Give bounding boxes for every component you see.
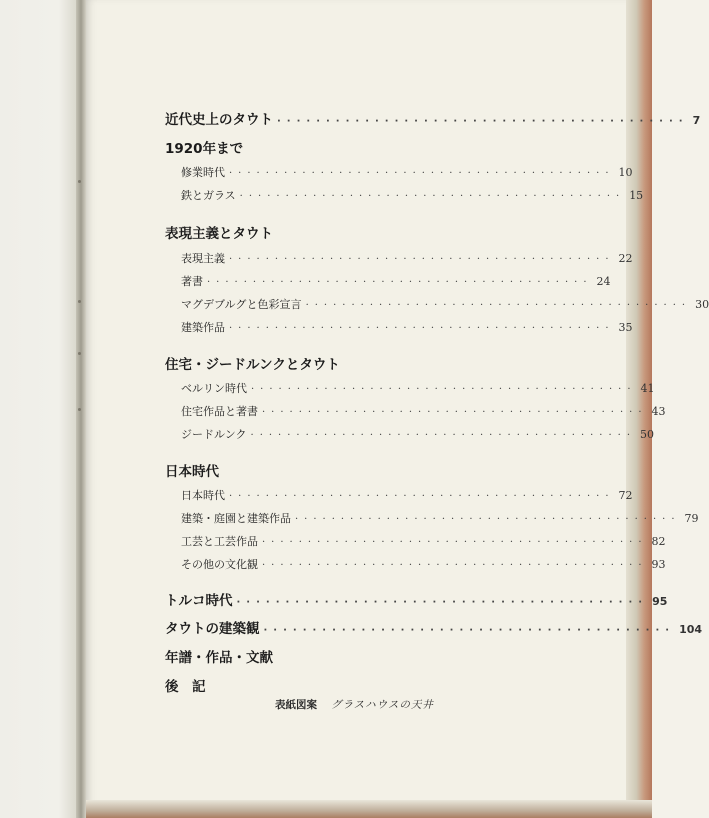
toc-section-title: 後 記 xyxy=(165,679,206,695)
toc-entry[interactable] xyxy=(181,250,633,266)
toc-section xyxy=(165,222,543,242)
cover-design-note xyxy=(275,697,434,712)
toc-page-number: 93 xyxy=(651,558,666,571)
toc-entry-title: 鉄とガラス xyxy=(181,189,236,202)
leader-dots: ·········································· xyxy=(277,116,689,127)
toc-section[interactable] xyxy=(165,617,703,637)
leader-dots: ·········································· xyxy=(251,384,637,395)
toc-page-number: 95 xyxy=(652,595,668,608)
toc-section[interactable] xyxy=(165,589,668,609)
toc-section xyxy=(165,137,543,157)
toc-section-title: 1920年まで xyxy=(165,141,244,157)
toc-page-number: 79 xyxy=(684,512,699,525)
leader-dots: ·········································· xyxy=(250,430,637,441)
toc-page-number: 82 xyxy=(651,535,666,548)
toc-section[interactable] xyxy=(165,675,543,695)
toc-page-number: 24 xyxy=(596,275,611,288)
toc-entry[interactable] xyxy=(181,403,666,419)
toc-page-number: 43 xyxy=(651,405,666,418)
toc-entry-title: ベルリン時代 xyxy=(181,382,247,395)
leader-dots: ·········································· xyxy=(262,407,648,418)
leader-dots: ·········································· xyxy=(305,300,692,311)
toc-page-number: 30 xyxy=(695,298,709,311)
toc-section xyxy=(165,353,543,373)
toc-section-title: 住宅・ジードルンクとタウト xyxy=(165,357,340,373)
toc-section-title: 表現主義とタウト xyxy=(165,226,273,242)
toc-entry-title: 住宅作品と著書 xyxy=(181,405,258,418)
toc-entry-title: その他の文化観 xyxy=(181,558,258,571)
toc-page-number: 41 xyxy=(640,382,655,395)
toc-entry[interactable] xyxy=(181,273,611,289)
toc-entry-title: 建築作品 xyxy=(181,321,225,334)
toc-section-title: トルコ時代 xyxy=(165,593,233,609)
leader-dots: ·········································· xyxy=(229,323,615,334)
toc-entry[interactable] xyxy=(181,380,655,396)
toc-page-number: 15 xyxy=(629,189,644,202)
toc-page-number: 35 xyxy=(618,321,633,334)
cover-design-label: 表紙図案 xyxy=(275,699,317,711)
toc-section xyxy=(165,460,543,480)
toc-section-title: 近代史上のタウト xyxy=(165,112,273,128)
toc-entry[interactable] xyxy=(181,187,644,203)
toc-page-number: 72 xyxy=(618,489,633,502)
toc-entry-title: 日本時代 xyxy=(181,489,225,502)
toc-page-number: 104 xyxy=(679,623,703,636)
toc-page-number: 10 xyxy=(618,166,633,179)
toc-entry-title: 修業時代 xyxy=(181,166,225,179)
toc-section-title: 日本時代 xyxy=(165,464,219,480)
toc-entry-title: マグデブルグと色彩宣言 xyxy=(181,298,302,311)
leader-dots: ·········································· xyxy=(229,491,615,502)
toc-entry[interactable] xyxy=(181,426,655,442)
toc-page-number: 50 xyxy=(640,428,655,441)
toc-entry-title: ジードルンク xyxy=(181,428,247,441)
toc-entry[interactable] xyxy=(181,319,633,335)
toc-section-title: 年譜・作品・文献 xyxy=(165,650,273,666)
toc-entry-title: 著書 xyxy=(181,275,203,288)
toc-entry[interactable] xyxy=(181,533,666,549)
toc-page-number: 7 xyxy=(692,114,701,127)
leader-dots: ·········································· xyxy=(295,514,681,525)
toc-entry[interactable] xyxy=(181,296,709,312)
toc-entry[interactable] xyxy=(181,164,633,180)
leader-dots: ·········································· xyxy=(236,597,649,608)
toc-entry-title: 建築・庭園と建築作品 xyxy=(181,512,291,525)
toc-entry[interactable] xyxy=(181,487,633,503)
leader-dots: ·········································· xyxy=(262,537,648,548)
leader-dots: ·········································· xyxy=(262,560,648,571)
toc-entry[interactable] xyxy=(181,556,666,572)
leader-dots: ·········································· xyxy=(229,168,615,179)
leader-dots: ·········································· xyxy=(263,625,676,636)
toc-section-title: タウトの建築観 xyxy=(165,621,260,637)
toc-section[interactable] xyxy=(165,108,701,128)
cover-design-value: グラスハウスの天井 xyxy=(331,699,434,711)
toc-entry-title: 工芸と工芸作品 xyxy=(181,535,258,548)
toc-section[interactable] xyxy=(165,646,543,666)
toc-entry[interactable] xyxy=(181,510,699,526)
leader-dots: ·········································· xyxy=(239,191,626,202)
leader-dots: ·········································· xyxy=(229,254,615,265)
toc-page-number: 22 xyxy=(618,252,633,265)
leader-dots: ·········································· xyxy=(207,277,593,288)
toc-entry-title: 表現主義 xyxy=(181,252,225,265)
